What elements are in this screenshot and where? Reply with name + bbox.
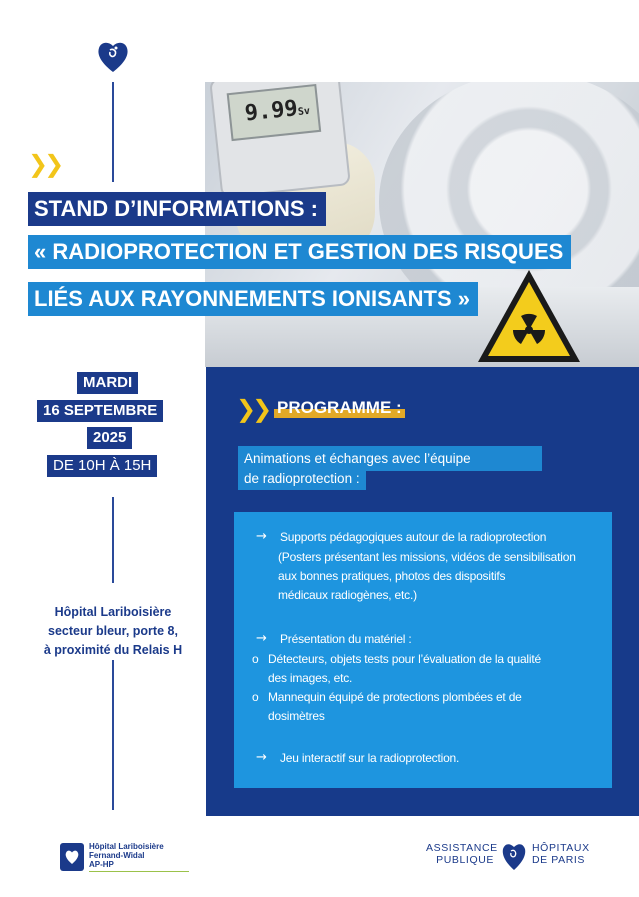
dosimeter-device	[209, 82, 351, 198]
mannequin-line-1: Mannequin équipé de protections plombées et de	[268, 690, 522, 704]
jeu-item: Jeu interactif sur la radioprotection.	[280, 751, 460, 765]
event-hours: DE 10H À 15H	[47, 455, 157, 477]
logo-underline	[89, 871, 189, 872]
mannequin-line-2: dosimètres	[268, 709, 325, 723]
arrow-icon: →	[256, 529, 267, 544]
event-date: 16 SEPTEMBRE	[37, 400, 163, 422]
dosimeter-screen	[227, 84, 322, 141]
aphp-right-line-2: DE PARIS	[532, 854, 586, 866]
location-line-3: à proximité du Relais H	[43, 643, 183, 657]
aphp-left-line-2: PUBLIQUE	[436, 854, 494, 866]
supports-detail-3: médicaux radiogènes, etc.)	[278, 588, 417, 602]
divider-line-top	[112, 82, 114, 182]
supports-title: Supports pédagogiques autour de la radioprotection	[280, 530, 547, 544]
title-line-1: STAND D’INFORMATIONS :	[28, 192, 326, 226]
programme-intro-line-1: Animations et échanges avec l’équipe	[238, 446, 542, 471]
programme-title: PROGRAMME :	[274, 398, 405, 418]
programme-box	[234, 512, 612, 788]
title-line-2: « RADIOPROTECTION ET GESTION DES RISQUES	[28, 235, 571, 269]
programme-chevron-icon: ❯❯	[236, 395, 269, 423]
programme-intro-line-2: de radioprotection :	[238, 469, 366, 490]
title-line-3: LIÉS AUX RAYONNEMENTS IONISANTS »	[28, 282, 478, 316]
materiel-title: Présentation du matériel :	[280, 632, 412, 646]
aphp-logo	[426, 836, 602, 876]
bullet-icon: o	[252, 690, 259, 704]
hospital-badge-icon	[60, 843, 84, 871]
bullet-icon: o	[252, 652, 259, 666]
location-line-2: secteur bleur, porte 8,	[48, 624, 178, 638]
hospital-name-line-2: Fernand-Widal	[89, 851, 145, 860]
aphp-right-line-1: HÔPITAUX	[532, 842, 590, 854]
aphp-heart-icon	[96, 38, 130, 74]
aphp-heart-icon	[501, 838, 527, 872]
divider-line-middle	[112, 497, 114, 583]
hospital-logo	[60, 842, 189, 872]
dosimeter-unit: Sv	[297, 105, 311, 118]
radiation-warning-icon	[474, 266, 584, 366]
aphp-left-line-1: ASSISTANCE	[426, 842, 498, 854]
divider-line-bottom	[112, 660, 114, 810]
arrow-icon: →	[256, 750, 267, 765]
dosimeter-value: 9.99	[243, 96, 299, 127]
arrow-icon: →	[256, 631, 267, 646]
location-line-1: Hôpital Lariboisière	[54, 605, 172, 619]
title-chevron-icon: ❯❯	[28, 150, 61, 178]
event-location	[20, 603, 206, 660]
hospital-name-line-3: AP-HP	[89, 860, 114, 869]
event-day: MARDI	[77, 372, 138, 394]
detecteurs-line-2: des images, etc.	[268, 671, 353, 685]
hospital-name-line-1: Hôpital Lariboisière	[89, 842, 164, 851]
detecteurs-line-1: Détecteurs, objets tests pour l’évaluation de la qualité	[268, 652, 541, 666]
supports-detail-1: (Posters présentant les missions, vidéos de sensibilisation	[278, 550, 576, 564]
event-year: 2025	[87, 427, 132, 449]
supports-detail-2: aux bonnes pratiques, photos des dispositifs	[278, 569, 506, 583]
